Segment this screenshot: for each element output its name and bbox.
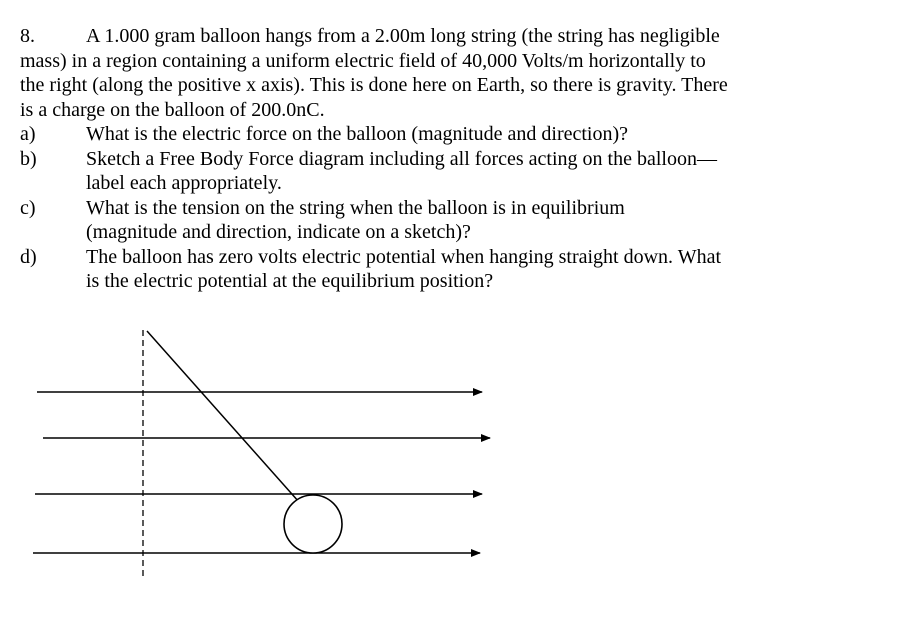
balloon: [284, 495, 342, 553]
part-d: [20, 245, 800, 294]
part-text: [86, 245, 800, 294]
part-line: What is the electric force on the balloon (magnitude and direction)?: [86, 123, 629, 145]
part-a: [20, 122, 800, 147]
problem-8: [20, 24, 800, 294]
part-line: Sketch a Free Body Force diagram including all forces acting on the balloon—: [86, 147, 717, 170]
part-line: label each appropriately.: [86, 172, 282, 194]
part-line: What is the tension on the string when the balloon is in equilibrium: [86, 196, 625, 219]
part-letter: d): [20, 245, 37, 268]
problem-stem: [20, 24, 800, 122]
part-c: [20, 196, 800, 245]
part-text: [86, 196, 800, 245]
part-letter: a): [20, 123, 36, 145]
string-line: [147, 331, 299, 502]
part-line: The balloon has zero volts electric potential when hanging straight down. What: [86, 245, 722, 268]
stem-line: mass) in a region containing a uniform electric field of 40,000 Volts/m horizontally to: [20, 49, 706, 72]
part-b: [20, 147, 800, 196]
part-letter: b): [20, 147, 37, 170]
part-text: [86, 147, 800, 196]
balloon-field-diagram: [0, 320, 913, 628]
stem-line: the right (along the positive x axis). This is done here on Earth, so there is gravity. There: [20, 74, 728, 96]
stem-line: A 1.000 gram balloon hangs from a 2.00m long string (the string has negligible: [86, 25, 720, 47]
part-letter: c): [20, 196, 36, 219]
part-text: [86, 122, 800, 147]
stem-line: is a charge on the balloon of 200.0nC.: [20, 98, 325, 121]
part-line: (magnitude and direction, indicate on a sketch)?: [86, 221, 471, 243]
part-line: is the electric potential at the equilibrium position?: [86, 270, 494, 292]
problem-number: 8.: [20, 25, 35, 47]
